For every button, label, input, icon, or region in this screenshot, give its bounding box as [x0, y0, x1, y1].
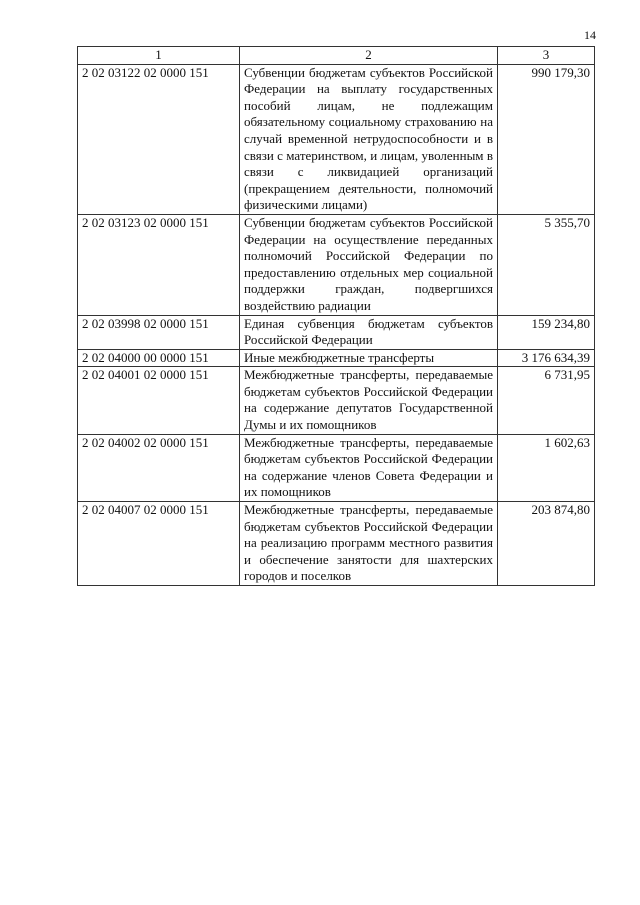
- budget-code: 2 02 04000 00 0000 151: [78, 349, 240, 367]
- budget-amount: 203 874,80: [498, 502, 595, 586]
- page-number: 14: [584, 28, 596, 42]
- budget-amount: 3 176 634,39: [498, 349, 595, 367]
- budget-code: 2 02 03998 02 0000 151: [78, 315, 240, 349]
- budget-description: Межбюджетные трансферты, передаваемые бюджетам субъектов Российской Федерации на содержание членов Совета Федерации и их помощников: [240, 434, 498, 501]
- budget-description: Иные межбюджетные трансферты: [240, 349, 498, 367]
- column-header-1: 1: [78, 47, 240, 65]
- budget-code: 2 02 04001 02 0000 151: [78, 367, 240, 434]
- budget-amount: 5 355,70: [498, 214, 595, 315]
- table-row: [78, 367, 595, 434]
- table-row: [78, 64, 595, 214]
- table-row: [78, 214, 595, 315]
- table-row: [78, 315, 595, 349]
- budget-table: [77, 46, 595, 586]
- budget-code: 2 02 03123 02 0000 151: [78, 214, 240, 315]
- budget-description: Субвенции бюджетам субъектов Российской Федерации на выплату государственных пособий лицам, не подлежащим обязательному социальному страхованию на случай временной нетрудоспособности и в связи с материнством, и лицам, уволенным в связи с ликвидацией организаций (прекращением деятельности, полномочий физическими лицами): [240, 64, 498, 214]
- budget-description: Межбюджетные трансферты, передаваемые бюджетам субъектов Российской Федерации на реализацию программ местного развития и обеспечение занятости для шахтерских городов и поселков: [240, 502, 498, 586]
- column-header-2: 2: [240, 47, 498, 65]
- budget-amount: 6 731,95: [498, 367, 595, 434]
- budget-amount: 1 602,63: [498, 434, 595, 501]
- table-row: [78, 502, 595, 586]
- budget-description: Единая субвенция бюджетам субъектов Российской Федерации: [240, 315, 498, 349]
- column-header-3: 3: [498, 47, 595, 65]
- table-header-row: [78, 47, 595, 65]
- budget-amount: 159 234,80: [498, 315, 595, 349]
- budget-amount: 990 179,30: [498, 64, 595, 214]
- budget-code: 2 02 04007 02 0000 151: [78, 502, 240, 586]
- budget-description: Межбюджетные трансферты, передаваемые бюджетам субъектов Российской Федерации на содержание депутатов Государственной Думы и их помощников: [240, 367, 498, 434]
- table-row: [78, 349, 595, 367]
- table-row: [78, 434, 595, 501]
- budget-code: 2 02 03122 02 0000 151: [78, 64, 240, 214]
- budget-code: 2 02 04002 02 0000 151: [78, 434, 240, 501]
- budget-description: Субвенции бюджетам субъектов Российской Федерации на осуществление переданных полномочий Российской Федерации по предоставлению отдельных мер социальной поддержки граждан, подвергшихся воздействию радиации: [240, 214, 498, 315]
